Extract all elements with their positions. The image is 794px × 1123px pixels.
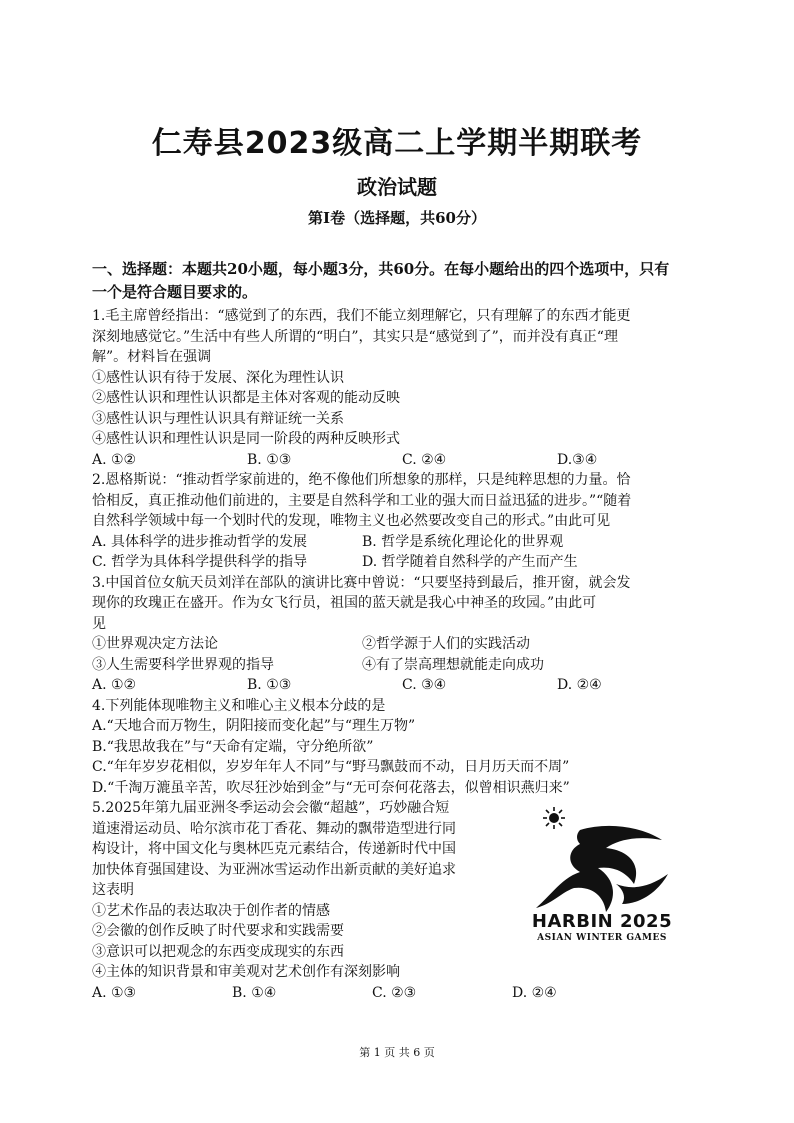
answer-options [92, 532, 712, 553]
option-c: C. 哲学为具体科学提供科学的指导 [92, 554, 308, 570]
emblem-title: HARBIN 2025 [531, 911, 673, 932]
statement-item: ③意识可以把观念的东西变成现实的东西 [92, 943, 344, 960]
statement-row [92, 655, 712, 676]
statement-item: ①世界观决定方法论 [92, 636, 218, 652]
statement-item: ④感性认识和理性认识是同一阶段的两种反映形式 [92, 431, 400, 447]
option-b: B. 哲学是系统化理论化的世界观 [362, 533, 564, 550]
statement-item: ①感性认识有待于发展、深化为理性认识 [92, 369, 344, 386]
statement-item: ④主体的知识背景和审美观对艺术创作有深刻影响 [92, 964, 400, 980]
option-c: C.“年年岁岁花相似，岁岁年年人不同”与“野马飘鼓而不动，日月历天而不周” [92, 759, 570, 775]
option-a: A.“天地合而万物生，阴阳接而变化起”与“理生万物” [92, 718, 416, 734]
question-stem-line: 这表明 [92, 882, 134, 898]
question-stem-line: 1.毛主席曾经指出：“感觉到了的东西，我们不能立刻理解它，只有理解了的东西才能更 [92, 308, 631, 324]
option-b: B. ①④ [232, 984, 277, 1001]
question-stem-line: 道速滑运动员、哈尔滨市花丁香花、舞动的飘带造型进行同 [92, 820, 456, 837]
option-c: C. ③④ [402, 677, 447, 693]
option-d: D. ②④ [557, 677, 602, 693]
page-number: 第 1 页 共 6 页 [359, 1046, 435, 1059]
answer-options [92, 552, 712, 573]
question-1 [92, 306, 712, 470]
option-c: C. ②③ [372, 984, 417, 1001]
option-a: A. ①② [92, 677, 137, 693]
question-stem-line: 深刻地感觉它。”生活中有些人所谓的“明白”，其实只是“感觉到了”，而并没有真正“理 [92, 328, 618, 345]
question-stem-line: 构设计，将中国文化与奥林匹克元素结合，传递新时代中国 [92, 841, 456, 857]
option-b: B. ①③ [247, 677, 292, 693]
option-b: B. ①③ [247, 451, 292, 468]
question-4 [92, 696, 712, 799]
question-3 [92, 573, 712, 696]
option-d: D. ②④ [512, 984, 557, 1001]
volume-heading: 第Ⅰ卷（选择题，共60分） [308, 209, 486, 227]
statement-item: ③人生需要科学世界观的指导 [92, 656, 274, 673]
question-stem-line: 2.恩格斯说：“推动哲学家前进的，绝不像他们所想象的那样，只是纯粹思想的力量。恰 [92, 472, 631, 488]
sun-icon [543, 807, 565, 829]
question-stem-line: 3.中国首位女航天员刘洋在部队的演讲比赛中曾说：“只要坚持到最后，推开窗，就会发 [92, 574, 631, 591]
question-stem-line: 5.2025年第九届亚洲冬季运动会会徽“超越”，巧妙融合短 [92, 800, 450, 816]
option-d: D. 哲学随着自然科学的产生而产生 [362, 554, 578, 570]
statement-item: ②感性认识和理性认识都是主体对客观的能动反映 [92, 390, 400, 406]
option-b: B.“我思故我在”与“天命有定端，守分绝所欲” [92, 738, 374, 755]
section-instructions: 一、选择题：本题共20小题，每小题3分，共60分。在每小题给出的四个选项中，只有 一个是符合题目要求的。 [92, 260, 670, 301]
question-stem-line: 4.下列能体现唯物主义和唯心主义根本分歧的是 [92, 697, 386, 714]
statement-row [92, 634, 712, 655]
exam-subtitle: 政治试题 [357, 175, 437, 199]
question-stem-line: 解”。材料旨在强调 [92, 349, 212, 365]
emblem-subtitle: ASIAN WINTER GAMES [537, 933, 667, 943]
statement-item: ④有了崇高理想就能走向成功 [362, 656, 544, 673]
option-a: A. ①② [92, 451, 137, 468]
option-a: A. ①③ [92, 984, 137, 1001]
harbin-2025-emblem [522, 800, 682, 950]
question-stem-line: 见 [92, 615, 106, 632]
statement-item: ③感性认识与理性认识具有辩证统一关系 [92, 410, 344, 427]
question-stem-line: 恰相反，真正推动他们前进的，主要是自然科学和工业的强大而日益迅猛的进步。”“随着 [92, 492, 632, 509]
question-2 [92, 470, 712, 573]
option-c: C. ②④ [402, 451, 447, 468]
exam-title: 仁寿县2023级高二上学期半期联考 [151, 126, 643, 161]
statement-item: ②哲学源于人们的实践活动 [362, 636, 530, 652]
answer-options [92, 675, 712, 696]
question-stem-line: 自然科学领域中每一个划时代的发现，唯物主义也必然要改变自己的形式。”由此可见 [92, 513, 611, 529]
question-stem-line: 现你的玫瑰正在盛开。作为女飞行员，祖国的蓝天就是我心中神圣的玫园。”由此可 [92, 595, 597, 611]
option-d: D.③④ [557, 451, 598, 468]
option-d: D.“千淘万漉虽辛苦，吹尽狂沙始到金”与“无可奈何花落去，似曾相识燕归来” [92, 779, 570, 796]
statement-item: ②会徽的创作反映了时代要求和实践需要 [92, 923, 344, 939]
answer-options [92, 450, 712, 471]
answer-options [92, 983, 712, 1004]
question-stem-line: 加快体育强国建设、为亚洲冰雪运动作出新贡献的美好追求 [92, 861, 456, 878]
statement-item: ①艺术作品的表达取决于创作者的情感 [92, 902, 330, 919]
option-a: A. 具体科学的进步推动哲学的发展 [92, 533, 308, 550]
